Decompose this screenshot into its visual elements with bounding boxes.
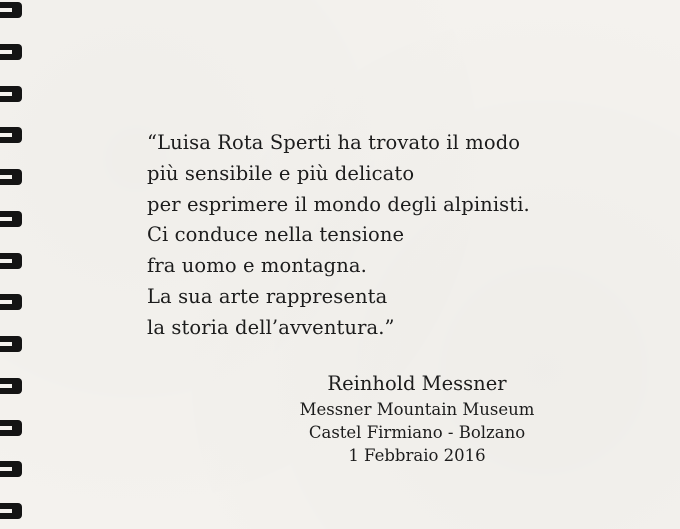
- quote-line: la storia dell’avventura.”: [147, 315, 395, 339]
- binding-ring: [0, 378, 22, 394]
- museum-name: Messner Mountain Museum: [299, 400, 535, 419]
- author-name: Reinhold Messner: [327, 372, 507, 395]
- binding-ring: [0, 211, 22, 227]
- quote-line: più sensibile e più delicato: [147, 161, 415, 185]
- date: 1 Febbraio 2016: [348, 446, 486, 465]
- binding-ring: [0, 253, 22, 269]
- quote-block: [147, 128, 530, 344]
- location: Castel Firmiano - Bolzano: [308, 423, 526, 442]
- binding-ring: [0, 336, 22, 352]
- binding-ring: [0, 2, 22, 18]
- quote-line: “Luisa Rota Sperti ha trovato il modo: [147, 131, 521, 154]
- quote-line: Ci conduce nella tensione: [147, 223, 405, 247]
- binding-ring: [0, 169, 22, 185]
- quote-line: per esprimere il mondo degli alpinisti.: [147, 192, 530, 216]
- binding-ring: [0, 503, 22, 519]
- spiral-binding: [0, 0, 40, 529]
- binding-ring: [0, 294, 22, 310]
- binding-ring: [0, 44, 22, 60]
- binding-ring: [0, 86, 22, 102]
- signature-block: [272, 370, 562, 467]
- binding-ring: [0, 420, 22, 436]
- binding-ring: [0, 127, 22, 143]
- quote-line: fra uomo e montagna.: [147, 254, 367, 278]
- quote-line: La sua arte rappresenta: [147, 284, 388, 308]
- binding-ring: [0, 461, 22, 477]
